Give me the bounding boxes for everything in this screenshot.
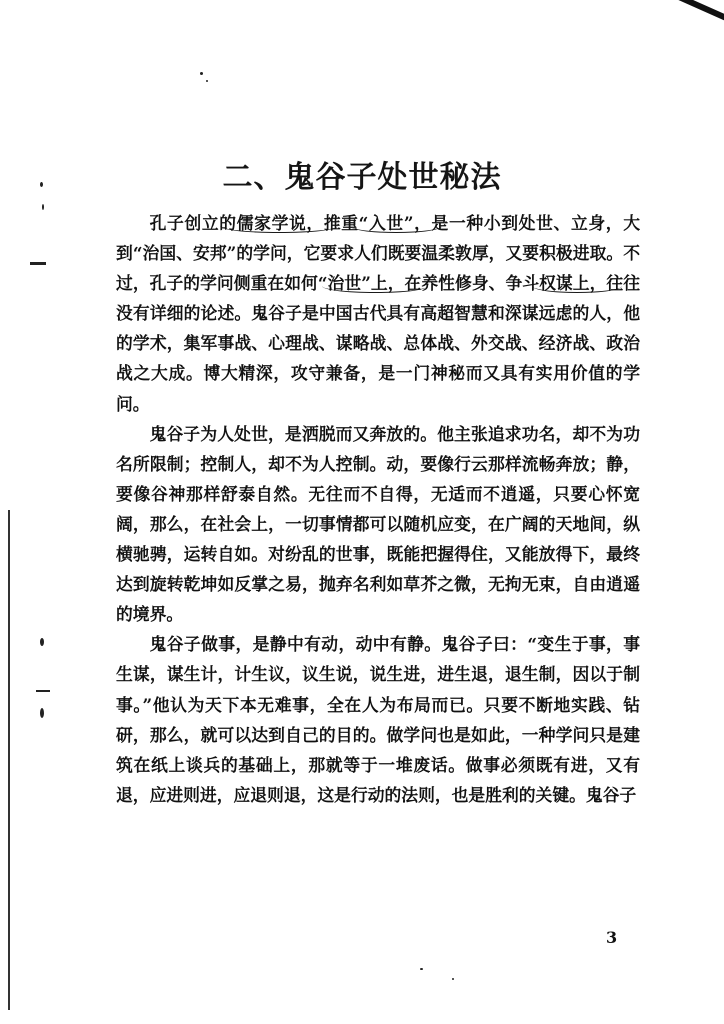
scan-speck [420,968,423,970]
scan-speck [206,80,208,82]
scan-pen-stroke [664,0,724,22]
scan-speck [40,708,44,718]
scan-mark [36,690,50,692]
body-text [116,208,640,810]
paragraph: 孔子创立的儒家学说，推重“入世”，是一种小到处世、立身，大到“治国、安邦”的学问，它要求人们既要温柔敦厚，又要积极进取。不过，孔子的学问侧重在如何“治世”上，在养性修身、争斗权谋上，往往没有详细的论述。鬼谷子是中国古代具有高超智慧和深谋远虑的人，他的学术，集军事战、心理战、谋略战、总体战、外交战、经济战、政治战之大成。博大精深，攻守兼备，是一门神秘而又具有实用价值的学问。 [116,213,640,414]
paragraph: 鬼谷子做事，是静中有动，动中有静。鬼谷子曰：“变生于事，事生谋，谋生计，计生议，议生说，说生进，进生退，退生制，因以于制事。”他认为天下本无难事，全在人为布局而已。只要不断地实践、钻研，那么，就可以达到自己的目的。做学问也是如此，一种学问只是建筑在纸上谈兵的基础上，那就等于一堆废话。做事必须既有进，又有退，应进则进，应退则退，这是行动的法则，也是胜利的关键。鬼谷子 [116,634,640,805]
page-number: 3 [606,928,618,947]
scan-speck [40,638,44,646]
scan-speck [452,978,454,980]
scan-speck [200,72,203,75]
scan-margin-line [8,510,10,1010]
paragraph: 鬼谷子为人处世，是洒脱而又奔放的。他主张追求功名，却不为功名所限制；控制人，却不为人控制。动，要像行云那样流畅奔放；静，要像谷神那样舒泰自然。无往而不自得，无适而不逍遥，只要心怀宽阔，那么，在社会上，一切事情都可以随机应变，在广阔的天地间，纵横驰骋，运转自如。对纷乱的世事，既能把握得住，又能放得下，最终达到旋转乾坤如反掌之易，抛弃名利如草芥之微，无拘无束，自由逍遥的境界。 [116,423,640,625]
scan-mark [30,262,46,265]
chapter-title: 二、鬼谷子处世秘法 [222,160,502,196]
scan-speck [42,204,44,210]
